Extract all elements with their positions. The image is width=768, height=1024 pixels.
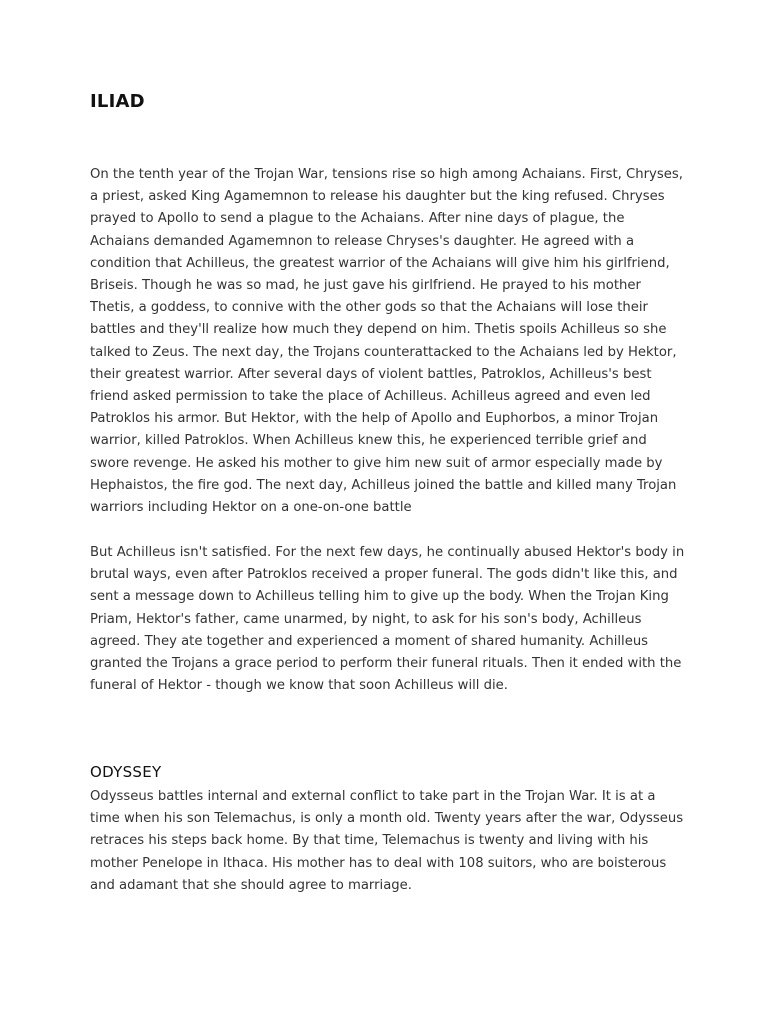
section-title-iliad: ILIAD: [90, 91, 145, 112]
section-title-odyssey: ODYSSEY: [90, 763, 162, 781]
iliad-paragraph-1: On the tenth year of the Trojan War, tensions rise so high among Achaians. First, Chryses, a priest, asked King Agamemnon to release his daughter but the king refused. Chryses prayed to Apollo to send a plague to the Achaians. After nine days of plague, the Achaians demanded Agamemnon to release Chryses's daughter. He agreed with a condition that Achilleus, the greatest warrior of the Achaians will give him his girlfriend, Briseis. Though he was so mad, he just gave his girlfriend. He prayed to his mother Thetis, a goddess, to connive with the other gods so that the Achaians will lose their battles and they'll realize how much they depend on him. Thetis spoils Achilleus so she talked to Zeus. The next day, the Trojans counterattacked to the Achaians led by Hektor, their greatest warrior. After several days of violent battles, Patroklos, Achilleus's best friend asked permission to take the place of Achilleus. Achilleus agreed and even led Patroklos his armor. But Hektor, with the help of Apollo and Euphorbos, a minor Trojan warrior, killed Patroklos. When Achilleus knew this, he experienced terrible grief and swore revenge. He asked his mother to give him new suit of armor especially made by Hephaistos, the fire god. The next day, Achilleus joined the battle and killed many Trojan warriors including Hektor on a one-on-one battle: [90, 167, 683, 516]
iliad-paragraph-2: But Achilleus isn't satisfied. For the next few days, he continually abused Hektor's body in brutal ways, even after Patroklos received a proper funeral. The gods didn't like this, and sent a message down to Achilleus telling him to give up the body. When the Trojan King Priam, Hektor's father, came unarmed, by night, to ask for his son's body, Achilleus agreed. They ate together and experienced a moment of shared humanity. Achilleus granted the Trojans a grace period to perform their funeral rituals. Then it ended with the funeral of Hektor - though we know that soon Achilleus will die.: [90, 545, 685, 694]
odyssey-paragraph-1: Odysseus battles internal and external conflict to take part in the Trojan War. It is at a time when his son Telemachus, is only a month old. Twenty years after the war, Odysseus retraces his steps back home. By that time, Telemachus is twenty and living with his mother Penelope in Ithaca. His mother has to deal with 108 suitors, who are boisterous and adamant that she should agree to marriage.: [90, 789, 684, 893]
